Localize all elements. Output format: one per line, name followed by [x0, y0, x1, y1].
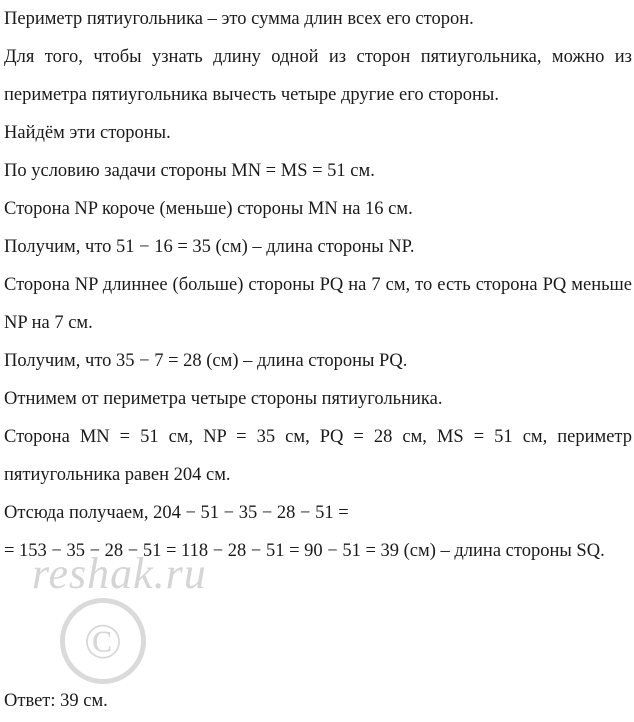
watermark-text: reshak.ru — [32, 549, 207, 598]
solution-body — [4, 0, 632, 570]
watermark-circle — [60, 598, 146, 684]
solution-line-4: По условию задачи стороны MN = MS = 51 см. — [4, 161, 375, 181]
solution-line-3: Найдём эти стороны. — [4, 123, 171, 143]
answer-line — [4, 686, 108, 716]
solution-line-5: Сторона NP короче (меньше) стороны MN на 16 см. — [4, 199, 413, 219]
solution-line-7: Сторона NP длиннее (больше) стороны PQ на 7 см, то есть сторона PQ меньше NP на 7 см. — [4, 275, 632, 333]
solution-line-10: Сторона MN = 51 см, NP = 35 см, PQ = 28 см, MS = 51 см, периметр пятиугольника равен 204 см. — [4, 427, 632, 485]
solution-line-1: Периметр пятиугольника – это сумма длин всех его сторон. — [4, 9, 474, 29]
solution-line-6: Получим, что 51 − 16 = 35 (см) – длина стороны NP. — [4, 237, 415, 257]
answer-value: 39 см. — [60, 691, 108, 711]
solution-line-11: Отсюда получаем, 204 − 51 − 35 − 28 − 51 = — [4, 503, 349, 523]
solution-line-9: Отнимем от периметра четыре стороны пятиугольника. — [4, 389, 443, 409]
answer-label: Ответ — [4, 691, 51, 711]
answer-colon: : — [50, 691, 61, 711]
solution-line-2: Для того, чтобы узнать длину одной из сторон пятиугольника, можно из периметра пятиугольника вычесть четыре другие его стороны. — [4, 47, 632, 105]
solution-line-8: Получим, что 35 − 7 = 28 (см) – длина стороны PQ. — [4, 351, 408, 371]
solution-line-12: = 153 − 35 − 28 − 51 = 118 − 28 − 51 = 90 − 51 = 39 (см) – длина стороны SQ. — [4, 541, 605, 561]
watermark-copyright-symbol: © — [84, 613, 122, 669]
